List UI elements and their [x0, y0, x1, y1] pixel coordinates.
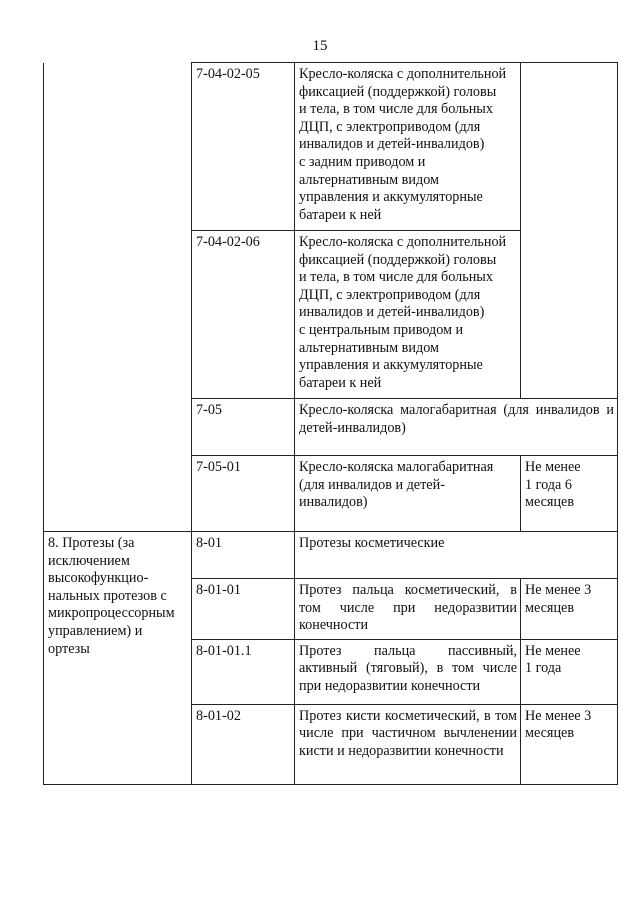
term-cell: Не менее 3 месяцев	[521, 704, 618, 784]
code-cell: 7-04-02-05	[192, 63, 295, 231]
code-cell: 8-01	[192, 532, 295, 579]
name-cell: Протез пальца пассивный, активный (тяговый), в том числе при недоразвитии конечности	[295, 639, 521, 704]
code-cell: 7-05-01	[192, 456, 295, 532]
code-cell: 8-01-01	[192, 579, 295, 640]
code-cell: 8-01-01.1	[192, 639, 295, 704]
name-cell: Протез кисти косметический, в том числе при частичном вычленении кисти и недоразвитии конечности	[295, 704, 521, 784]
term-cell: Не менее 1 года 6 месяцев	[521, 456, 618, 532]
table-row	[44, 532, 618, 579]
name-cell: Кресло-коляска с дополнительной фиксацией (поддержкой) головы и тела, в том числе для больных ДЦП, с электроприводом (для инвалидов и детей-инвалидов) с центральным приводом и альтернативным видом управления и аккумуляторные батареи к ней	[295, 231, 521, 399]
term-cell: Не менее 3 месяцев	[521, 579, 618, 640]
name-cell: Протезы косметические	[295, 532, 618, 579]
name-cell: Кресло-коляска малогабаритная (для инвалидов и детей-инвалидов)	[295, 399, 618, 456]
devices-table	[43, 62, 618, 785]
name-cell: Кресло-коляска малогабаритная (для инвалидов и детей- инвалидов)	[295, 456, 521, 532]
term-cell	[521, 63, 618, 399]
code-cell: 7-05	[192, 399, 295, 456]
page-number: 15	[312, 38, 328, 54]
term-cell: Не менее 1 года	[521, 639, 618, 704]
code-cell: 7-04-02-06	[192, 231, 295, 399]
group-cell-empty	[44, 63, 192, 532]
table-row	[44, 63, 618, 231]
name-cell: Протез пальца косметический, в том числе при недоразвитии конечности	[295, 579, 521, 640]
group-cell: 8. Протезы (за исключением высокофункцио- нальных протезов с микропроцессорным управлением) и ортезы	[44, 532, 192, 785]
name-cell: Кресло-коляска с дополнительной фиксацией (поддержкой) головы и тела, в том числе для больных ДЦП, с электроприводом (для инвалидов и детей-инвалидов) с задним приводом и альтернативным видом управления и аккумуляторные батареи к ней	[295, 63, 521, 231]
code-cell: 8-01-02	[192, 704, 295, 784]
